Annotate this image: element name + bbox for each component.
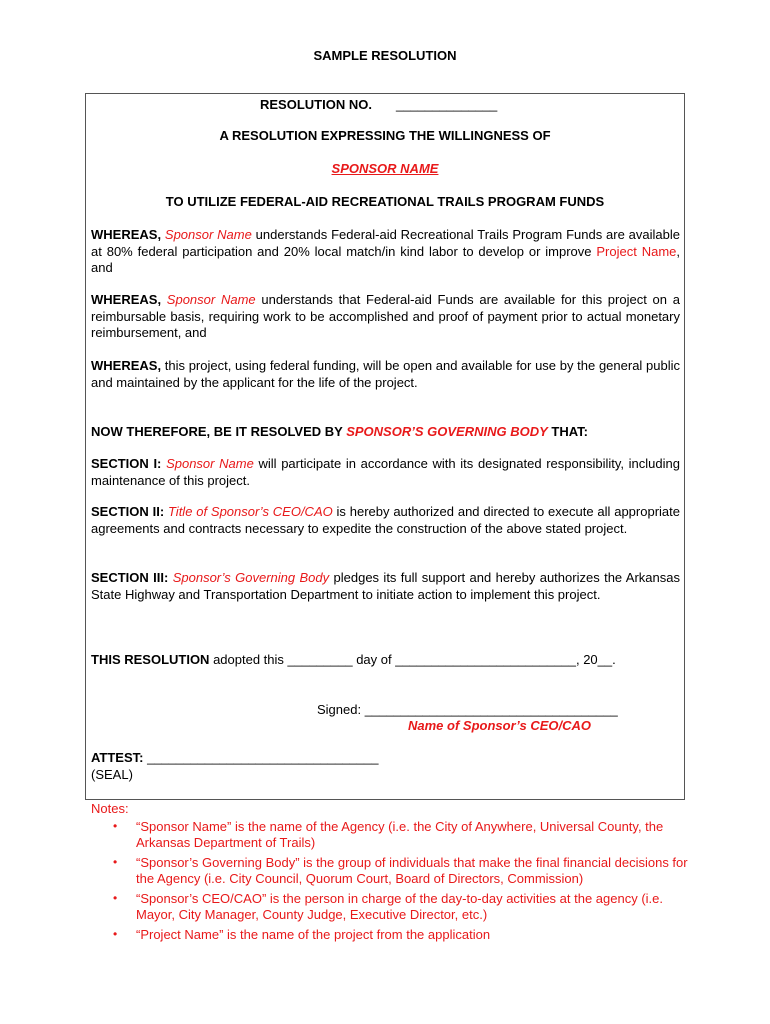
whereas1-text: understands Federal-aid Recreational Trails Program Funds are available at 80% federal participation and 20% local match/in kind labor to develop or improve	[91, 227, 680, 259]
attest-line	[91, 750, 378, 765]
whereas-paragraph-3	[91, 358, 680, 391]
section2-text: is hereby authorized and directed to execute all appropriate agreements and contracts necessary to expedite the construction of the above stated project.	[91, 504, 680, 536]
governing-body-field: Sponsor’s Governing Body	[172, 570, 330, 585]
note-text: “Sponsor’s Governing Body” is the group of individuals that make the final financial decisions for the Agency (i.e. City Council, Quorum Court, Board of Directors, Commission)	[136, 854, 688, 886]
whereas3-text: this project, using federal funding, will be open and available for use by the general public and maintained by the applicant for the life of the project.	[91, 358, 680, 390]
resolution-heading: A RESOLUTION EXPRESSING THE WILLINGNESS OF	[219, 128, 551, 143]
whereas-label: WHEREAS,	[91, 292, 162, 307]
section3-text: pledges its full support and hereby authorizes the Arkansas State Highway and Transportation Department to initiate action to implement this project.	[91, 570, 680, 602]
seal-label: (SEAL)	[91, 767, 133, 782]
whereas-paragraph-1	[91, 227, 680, 277]
adopted-text: adopted this _________ day of _________________________, 20__.	[209, 652, 616, 667]
list-item	[91, 927, 691, 944]
notes-label: Notes:	[91, 801, 129, 816]
sponsor-name-field: Sponsor Name	[166, 292, 256, 307]
whereas2-text: understands that Federal-aid Funds are available for this project on a reimbursable basis, requiring work to be accomplished and proof of payment prior to actual monetary reimbursement, and	[91, 292, 680, 340]
project-name-field: Project Name	[596, 243, 677, 259]
bullet-icon: •	[113, 926, 118, 941]
sponsor-name-caps: SPONSOR NAME	[331, 161, 439, 176]
attest-blank: ________________________________	[143, 750, 379, 765]
section-1	[91, 456, 680, 489]
note-text: “Sponsor Name” is the name of the Agency (i.e. the City of Anywhere, Universal County, the Arkansas Department of Trails)	[136, 818, 664, 850]
that-text: THAT:	[547, 424, 588, 439]
sponsor-name-field: Sponsor Name	[164, 227, 252, 242]
bullet-icon: •	[113, 818, 118, 833]
note-text: “Project Name” is the name of the project from the application	[136, 926, 491, 942]
list-item	[91, 819, 691, 852]
page-title: SAMPLE RESOLUTION	[313, 48, 457, 63]
bullet-icon: •	[113, 890, 118, 905]
section2-label: SECTION II:	[91, 504, 165, 519]
resolution-number-label: RESOLUTION NO.	[260, 97, 372, 112]
whereas-paragraph-2	[91, 292, 680, 342]
notes-list	[91, 819, 691, 944]
utilize-heading: TO UTILIZE FEDERAL-AID RECREATIONAL TRAILS PROGRAM FUNDS	[165, 194, 605, 209]
section1-label: SECTION I:	[91, 456, 162, 471]
adopted-label: THIS RESOLUTION	[91, 652, 210, 667]
list-item	[91, 855, 691, 888]
list-item	[91, 891, 691, 924]
ceo-name-caption: Name of Sponsor’s CEO/CAO	[408, 718, 591, 733]
resolution-number-blank: ______________	[396, 97, 498, 112]
attest-label: ATTEST:	[91, 750, 144, 765]
signature-line: Signed: ___________________________________	[317, 702, 618, 717]
section3-label: SECTION III:	[91, 570, 169, 585]
whereas-label: WHEREAS,	[91, 227, 162, 242]
section-2	[91, 504, 680, 537]
adoption-line	[91, 652, 680, 669]
now-therefore-text: NOW THEREFORE, BE IT RESOLVED BY	[91, 424, 347, 439]
now-therefore-line	[91, 424, 680, 441]
ceo-title-field: Title of Sponsor’s CEO/CAO	[167, 504, 333, 519]
whereas1-end: , and	[91, 243, 681, 275]
notes-section	[91, 801, 691, 943]
note-text: “Sponsor’s CEO/CAO” is the person in charge of the day-to-day activities at the agency (i.e. Mayor, City Manager, County Judge, Executive Director, etc.)	[136, 890, 663, 922]
governing-body-caps: SPONSOR’S GOVERNING BODY	[346, 424, 548, 439]
section-3	[91, 570, 680, 603]
sponsor-name-field: Sponsor Name	[166, 456, 254, 471]
bullet-icon: •	[113, 854, 118, 869]
sponsor-name-heading	[0, 161, 770, 176]
whereas-label: WHEREAS,	[91, 358, 162, 373]
section1-text: will participate in accordance with its designated responsibility, including maintenance of this project.	[91, 456, 680, 488]
